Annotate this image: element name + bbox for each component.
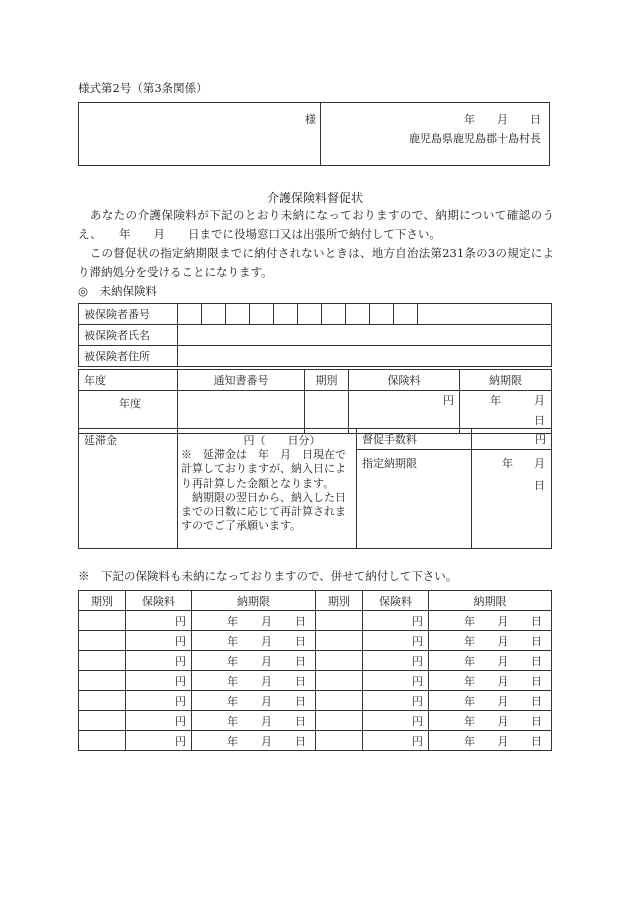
yen-unit: 円 xyxy=(412,634,423,648)
period-cell[interactable] xyxy=(79,671,126,691)
col-header-notice-number: 通知書番号 xyxy=(178,370,305,391)
month-unit: 月 xyxy=(261,694,272,708)
premium-amount-cell[interactable] xyxy=(363,691,429,711)
day-unit: 日 xyxy=(295,734,306,748)
period-cell[interactable] xyxy=(79,611,126,631)
table-row xyxy=(79,691,552,711)
due-date-cell[interactable] xyxy=(429,711,552,731)
premium-amount-cell[interactable] xyxy=(363,631,429,651)
designated-due-date[interactable] xyxy=(472,450,552,549)
late-fee-table xyxy=(78,428,552,549)
due-date-cell[interactable] xyxy=(429,671,552,691)
period-cell[interactable] xyxy=(79,711,126,731)
notice-paragraph-2: この督促状の指定納期限までに納付されないときは、地方自治法第231条の3の規定により滞納処分を受けることになります。 xyxy=(78,246,554,279)
year-cell: 年度 xyxy=(79,391,178,434)
addressee-honorific: 様 xyxy=(305,113,316,126)
period-cell[interactable] xyxy=(79,651,126,671)
period-cell[interactable] xyxy=(316,731,363,751)
month-unit: 月 xyxy=(261,674,272,688)
yen-unit: 円 xyxy=(412,694,423,708)
month-unit: 月 xyxy=(534,457,545,470)
year-unit: 年 xyxy=(227,634,238,648)
premium-amount-cell[interactable] xyxy=(363,611,429,631)
yen-unit: 円 xyxy=(535,433,546,446)
year-unit: 年 xyxy=(227,614,238,628)
month-unit: 月 xyxy=(497,654,509,668)
yen-unit: 円 xyxy=(412,674,423,688)
insured-number-digit[interactable] xyxy=(394,304,418,325)
due-date-cell[interactable] xyxy=(192,671,316,691)
insured-number-blank xyxy=(418,304,552,325)
year-unit: 年 xyxy=(464,714,475,728)
insured-address-field[interactable] xyxy=(178,346,552,367)
period-cell[interactable] xyxy=(316,631,363,651)
col-header-year: 年度 xyxy=(79,370,178,391)
month-unit: 月 xyxy=(497,614,509,628)
table-row xyxy=(79,711,552,731)
insured-number-digit[interactable] xyxy=(226,304,250,325)
header-box xyxy=(78,102,550,166)
year-unit: 年 xyxy=(464,654,475,668)
insured-address-label: 被保険者住所 xyxy=(79,346,178,367)
col-header-period: 期別 xyxy=(79,591,126,611)
day-unit: 日 xyxy=(531,634,542,648)
day-unit: 日 xyxy=(531,614,542,628)
table-row xyxy=(79,731,552,751)
period-cell[interactable] xyxy=(316,711,363,731)
day-unit: 日 xyxy=(295,674,306,688)
issue-date: 年 月 日 xyxy=(464,113,541,126)
premium-amount-cell[interactable] xyxy=(126,631,192,651)
due-date-cell[interactable] xyxy=(429,691,552,711)
day-unit: 日 xyxy=(295,654,306,668)
insured-name-field[interactable] xyxy=(178,325,552,346)
premium-amount-cell[interactable] xyxy=(126,731,192,751)
insured-number-digit[interactable] xyxy=(274,304,298,325)
year-unit: 年 xyxy=(227,714,238,728)
late-fee-label: 延滞金 xyxy=(79,429,178,549)
year-unit: 年 xyxy=(464,734,475,748)
yen-unit: 円 xyxy=(175,614,186,628)
period-cell[interactable] xyxy=(79,731,126,751)
year-unit: 年 xyxy=(464,634,475,648)
year-unit: 年 xyxy=(490,394,501,407)
premium-amount-cell[interactable] xyxy=(363,731,429,751)
premium-amount-cell[interactable] xyxy=(363,711,429,731)
period-cell[interactable] xyxy=(316,671,363,691)
col-header-premium: 保険料 xyxy=(363,591,429,611)
due-date-cell[interactable] xyxy=(192,631,316,651)
day-unit: 日 xyxy=(295,714,306,728)
other-unpaid-heading: ※ 下記の保険料も未納になっておりますので、併せて納付して下さい。 xyxy=(78,569,458,583)
due-date-cell[interactable] xyxy=(192,651,316,671)
due-date-cell[interactable] xyxy=(429,651,552,671)
notice-paragraph-1: あなたの介護保険料が下記のとおり未納になっておりますので、納期について確認のうえ、 年 月 日までに役場窓口又は出張所で納付して下さい。 xyxy=(78,208,554,241)
col-header-period: 期別 xyxy=(316,591,363,611)
reminder-fee-label: 督促手数料 xyxy=(357,429,472,450)
month-unit: 月 xyxy=(534,394,545,407)
period-cell[interactable] xyxy=(79,631,126,651)
insured-number-digit[interactable] xyxy=(250,304,274,325)
insured-number-digit[interactable] xyxy=(202,304,226,325)
issuer-name: 鹿児島県鹿児島郡十島村長 xyxy=(409,132,541,145)
premium-amount-cell[interactable] xyxy=(126,711,192,731)
day-unit: 日 xyxy=(531,674,542,688)
other-unpaid-table xyxy=(78,590,552,751)
due-date-cell[interactable] xyxy=(429,611,552,631)
reminder-fee-amount[interactable] xyxy=(472,429,552,450)
day-unit: 日 xyxy=(295,634,306,648)
col-header-premium: 保険料 xyxy=(349,370,460,391)
table-row xyxy=(79,651,552,671)
due-date-cell[interactable] xyxy=(192,731,316,751)
table-row xyxy=(79,671,552,691)
day-unit: 日 xyxy=(295,694,306,708)
yen-unit: 円 xyxy=(412,654,423,668)
month-unit: 月 xyxy=(261,634,272,648)
late-fee-cell xyxy=(178,429,357,549)
insured-number-digit[interactable] xyxy=(322,304,346,325)
day-unit: 日 xyxy=(531,654,542,668)
table-row xyxy=(79,611,552,631)
year-unit: 年 xyxy=(464,694,475,708)
table-row xyxy=(79,631,552,651)
year-unit: 年 xyxy=(502,457,513,470)
fee-subtable xyxy=(357,429,551,548)
premium-detail-table xyxy=(78,369,552,434)
insured-number-digit[interactable] xyxy=(178,304,202,325)
col-header-due-date: 納期限 xyxy=(192,591,316,611)
period-cell[interactable] xyxy=(316,611,363,631)
insured-name-label: 被保険者氏名 xyxy=(79,325,178,346)
day-unit: 日 xyxy=(534,479,545,492)
yen-unit: 円 xyxy=(175,734,186,748)
day-unit: 日 xyxy=(531,734,542,748)
late-fee-note-1: ※ 延滞金は 年 月 日現在で計算しておりますが、納入日により再計算した金額となります。 xyxy=(181,448,346,490)
yen-unit: 円 xyxy=(175,714,186,728)
day-unit: 日 xyxy=(534,414,545,427)
yen-unit: 円 xyxy=(175,674,186,688)
col-header-due-date: 納期限 xyxy=(429,591,552,611)
month-unit: 月 xyxy=(261,654,272,668)
yen-unit: 円 xyxy=(412,734,423,748)
period-cell[interactable] xyxy=(316,651,363,671)
form-number: 様式第2号（第3条関係） xyxy=(78,81,208,95)
day-unit: 日 xyxy=(531,694,542,708)
document-title: 介護保険料督促状 xyxy=(266,191,363,205)
late-fee-amount: 円（ 日分） xyxy=(243,434,321,447)
yen-unit: 円 xyxy=(175,694,186,708)
fee-and-deadline-cell xyxy=(357,429,552,549)
due-date-cell[interactable] xyxy=(429,631,552,651)
header-divider xyxy=(320,103,321,165)
year-unit: 年 xyxy=(227,734,238,748)
due-date-cell[interactable] xyxy=(192,611,316,631)
due-date-cell[interactable] xyxy=(192,711,316,731)
unpaid-premium-table xyxy=(78,303,552,367)
year-unit: 年 xyxy=(464,674,475,688)
late-fee-note-2: 納期限の翌日から、納入した日までの日数に応じて再計算されますのでご了承願います。 xyxy=(181,490,346,533)
premium-amount-cell[interactable] xyxy=(126,671,192,691)
year-unit: 年 xyxy=(227,694,238,708)
insured-number-label: 被保険者番号 xyxy=(79,304,178,325)
premium-amount-cell[interactable] xyxy=(126,611,192,631)
period-cell[interactable] xyxy=(79,691,126,711)
period-cell[interactable] xyxy=(316,691,363,711)
month-unit: 月 xyxy=(497,714,509,728)
premium-amount-cell[interactable] xyxy=(363,651,429,671)
year-unit: 年 xyxy=(464,614,475,628)
month-unit: 月 xyxy=(261,714,272,728)
day-unit: 日 xyxy=(295,614,306,628)
month-unit: 月 xyxy=(261,734,272,748)
premium-amount-cell[interactable] xyxy=(126,651,192,671)
yen-unit: 円 xyxy=(175,654,186,668)
yen-unit: 円 xyxy=(443,394,454,407)
insured-number-digit[interactable] xyxy=(370,304,394,325)
month-unit: 月 xyxy=(497,634,509,648)
year-unit: 年 xyxy=(227,654,238,668)
premium-amount-cell[interactable] xyxy=(126,691,192,711)
due-date-cell[interactable] xyxy=(192,691,316,711)
premium-amount-cell[interactable] xyxy=(363,671,429,691)
unpaid-premium-heading: ◎ 未納保険料 xyxy=(78,284,158,298)
col-header-due-date: 納期限 xyxy=(460,370,552,391)
col-header-premium: 保険料 xyxy=(126,591,192,611)
yen-unit: 円 xyxy=(412,614,423,628)
month-unit: 月 xyxy=(497,734,509,748)
insured-number-digit[interactable] xyxy=(346,304,370,325)
designated-due-label: 指定納期限 xyxy=(357,450,472,549)
yen-unit: 円 xyxy=(175,634,186,648)
year-unit: 年 xyxy=(227,674,238,688)
due-date-cell[interactable] xyxy=(429,731,552,751)
month-unit: 月 xyxy=(497,674,509,688)
month-unit: 月 xyxy=(497,694,509,708)
month-unit: 月 xyxy=(261,614,272,628)
yen-unit: 円 xyxy=(412,714,423,728)
col-header-period: 期別 xyxy=(305,370,349,391)
insured-number-digit[interactable] xyxy=(298,304,322,325)
day-unit: 日 xyxy=(531,714,542,728)
